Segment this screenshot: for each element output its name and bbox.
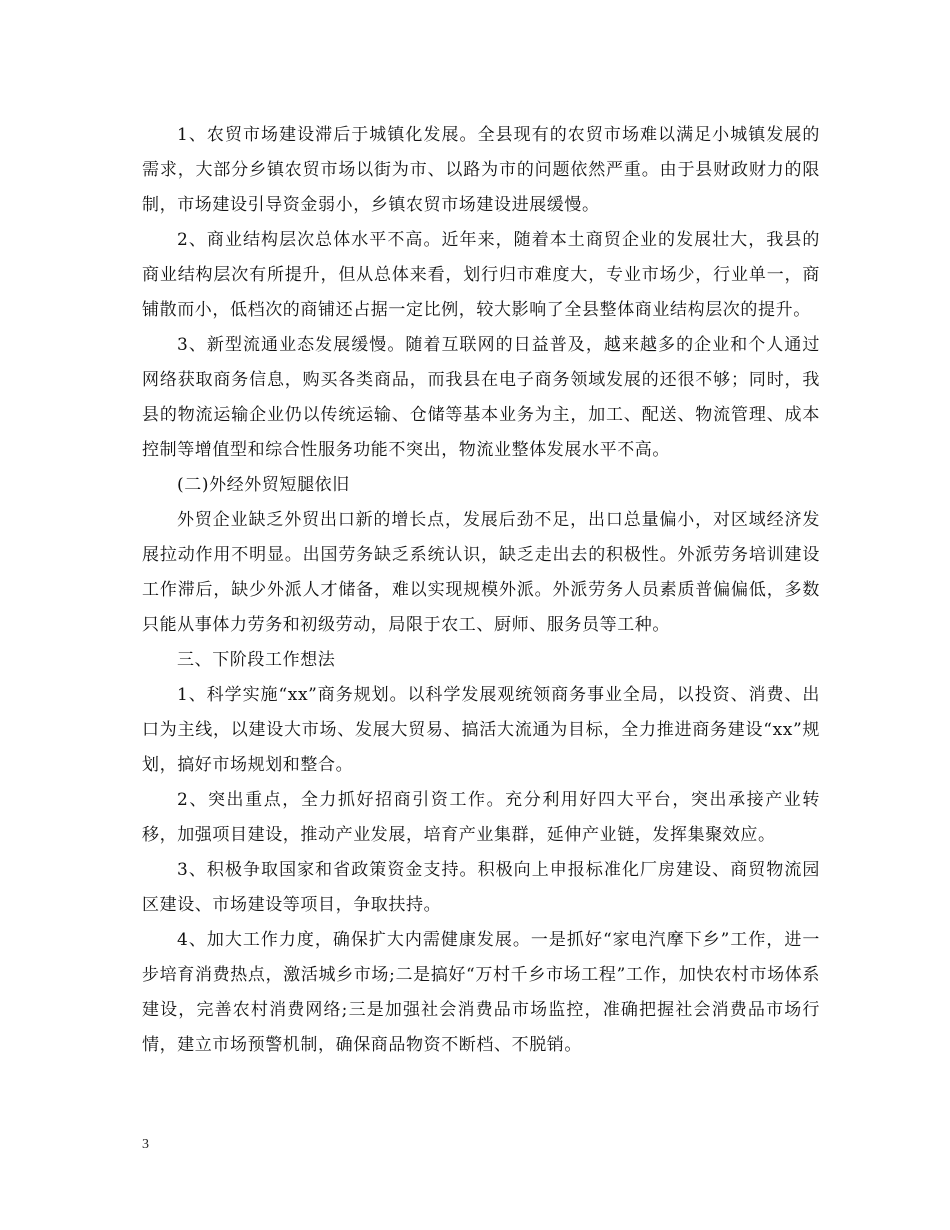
- section-heading-foreign-trade: (二)外经外贸短腿依旧: [177, 475, 350, 495]
- document-body: [142, 118, 820, 1063]
- paragraph-foreign-trade: 外贸企业缺乏外贸出口新的增长点，发展后劲不足，出口总量偏小，对区域经济发展拉动作用不明显。出国劳务缺乏系统认识，缺乏走出去的积极性。外派劳务培训建设工作滞后，缺少外派人才储备，难以实现规模外派。外派劳务人员素质普偏偏低，多数只能从事体力劳务和初级劳动，局限于农工、厨师、服务员等工种。: [142, 510, 820, 635]
- section-heading-next-stage: 三、下阶段工作想法: [177, 650, 336, 670]
- paragraph-investment: 2、突出重点，全力抓好招商引资工作。充分利用好四大平台，突出承接产业转移，加强项目建设，推动产业发展，培育产业集群，延伸产业链，发挥集聚效应。: [142, 790, 820, 845]
- paragraph-market-construction: 1、农贸市场建设滞后于城镇化发展。全县现有的农贸市场难以满足小城镇发展的需求，大部分乡镇农贸市场以街为市、以路为市的问题依然严重。由于县财政财力的限制，市场建设引导资金弱小，乡镇农贸市场建设进展缓慢。: [142, 125, 820, 215]
- paragraph-planning: 1、科学实施“xx”商务规划。以科学发展观统领商务事业全局，以投资、消费、出口为主线，以建设大市场、发展大贸易、搞活大流通为目标，全力推进商务建设“xx”规划，搞好市场规划和整合。: [142, 685, 820, 775]
- paragraph-commercial-structure: 2、商业结构层次总体水平不高。近年来，随着本土商贸企业的发展壮大，我县的商业结构层次有所提升，但从总体来看，划行归市难度大，专业市场少，行业单一，商铺散而小，低档次的商铺还占据一定比例，较大影响了全县整体商业结构层次的提升。: [142, 230, 820, 320]
- page-number: 3: [142, 1137, 149, 1152]
- paragraph-policy-funding: 3、积极争取国家和省政策资金支持。积极向上申报标准化厂房建设、商贸物流园区建设、市场建设等项目，争取扶持。: [142, 860, 820, 915]
- paragraph-domestic-demand: 4、加大工作力度，确保扩大内需健康发展。一是抓好“家电汽摩下乡”工作，进一步培育消费热点，激活城乡市场;二是搞好“万村千乡市场工程”工作，加快农村市场体系建设，完善农村消费网络;三是加强社会消费品市场监控，准确把握社会消费品市场行情，建立市场预警机制，确保商品物资不断档、不脱销。: [142, 930, 820, 1055]
- paragraph-circulation-formats: 3、新型流通业态发展缓慢。随着互联网的日益普及，越来越多的企业和个人通过网络获取商务信息，购买各类商品，而我县在电子商务领域发展的还很不够；同时，我县的物流运输企业仍以传统运输、仓储等基本业务为主，加工、配送、物流管理、成本控制等增值型和综合性服务功能不突出，物流业整体发展水平不高。: [142, 335, 820, 460]
